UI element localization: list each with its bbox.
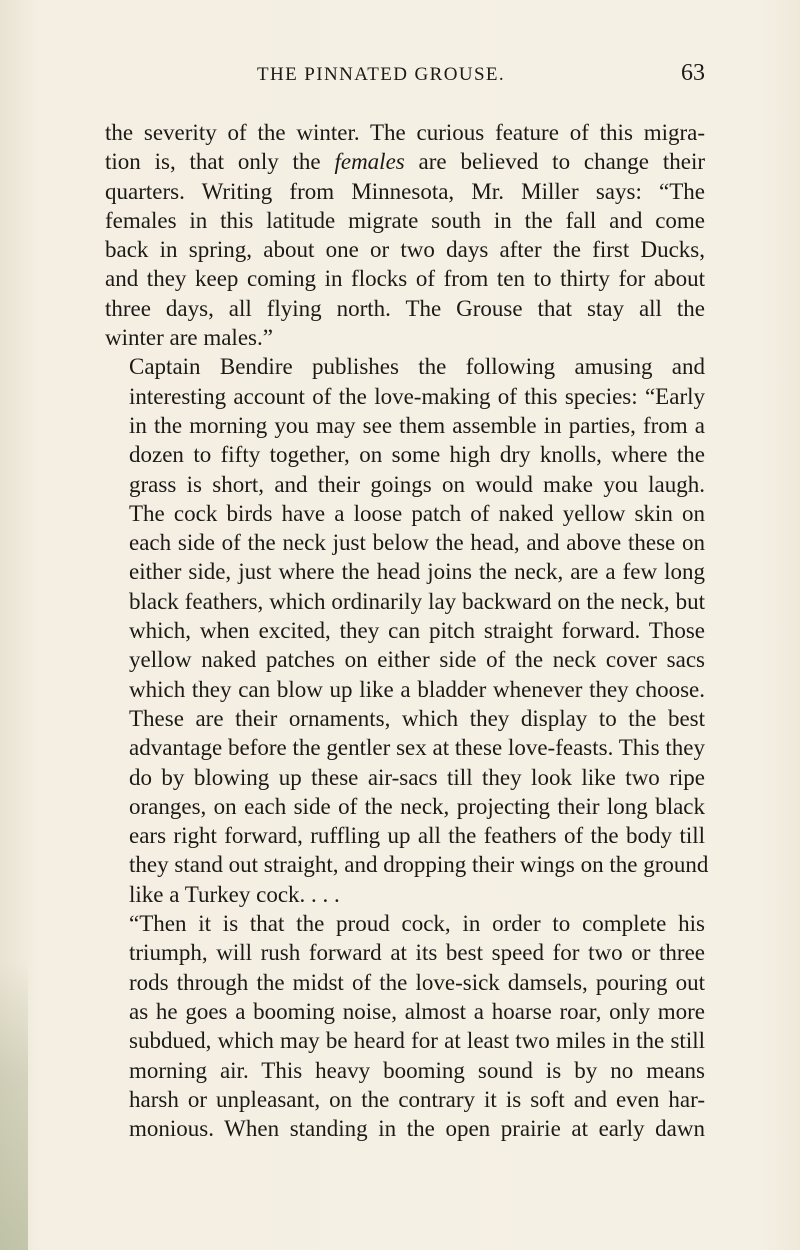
- text-line: as he goes a booming noise, almost a hoarse roar, only more: [129, 998, 705, 1024]
- text-line: which, when excited, they can pitch straight forward. Those: [129, 618, 705, 644]
- text-line: three days, all flying north. The Grouse that stay all the: [105, 295, 705, 321]
- text-line: like a Turkey cock. . . .: [129, 881, 340, 907]
- text-line: ears right forward, ruffling up all the feathers of the body till: [129, 823, 705, 849]
- page-edge-discoloration: [0, 960, 28, 1250]
- running-head-title: THE PINNATED GROUSE.: [257, 64, 506, 85]
- text-line: quarters. Writing from Minnesota, Mr. Miller says: “The: [105, 178, 705, 204]
- text-line: interesting account of the love-making of this species: “Early: [129, 383, 705, 409]
- text-line: in the morning you may see them assemble in parties, from a: [129, 412, 705, 438]
- text-line: each side of the neck just below the head, and above these on: [129, 530, 705, 556]
- text-line: females in this latitude migrate south in the fall and come: [105, 207, 705, 233]
- text-line: “Then it is that the proud cock, in order to complete his: [129, 911, 705, 937]
- text-line: which they can blow up like a bladder whenever they choose.: [129, 676, 705, 702]
- paragraph: [105, 352, 709, 909]
- text-line: morning air. This heavy booming sound is by no means: [129, 1057, 705, 1083]
- text-line: harsh or unpleasant, on the contrary it is soft and even har-: [129, 1086, 705, 1112]
- text-line: either side, just where the head joins the neck, are a few long: [129, 559, 705, 585]
- text-line: and they keep coming in flocks of from ten to thirty for about: [105, 266, 705, 292]
- text-line: winter are males.”: [105, 325, 273, 351]
- text-line: monious. When standing in the open prairie at early dawn: [129, 1116, 705, 1142]
- text-line: triumph, will rush forward at its best speed for two or three: [129, 940, 705, 966]
- text-line: dozen to fifty together, on some high dry knolls, where the: [129, 442, 705, 468]
- body-text: [105, 118, 709, 1143]
- text-line: The cock birds have a loose patch of naked yellow skin on: [129, 500, 705, 526]
- text-line: subdued, which may be heard for at least two miles in the still: [129, 1028, 705, 1054]
- text-line: black feathers, which ordinarily lay backward on the neck, but: [129, 588, 705, 614]
- text-line: the severity of the winter. The curious feature of this migra-: [105, 120, 705, 145]
- text-line: rods through the midst of the love-sick damsels, pouring out: [129, 969, 705, 995]
- text-line: tion is, that only the females are believed to change their: [105, 149, 705, 175]
- text-line: oranges, on each side of the neck, projecting their long black: [129, 793, 705, 819]
- text-line: they stand out straight, and dropping their wings on the ground: [129, 852, 709, 878]
- text-line: grass is short, and their goings on would make you laugh.: [129, 471, 705, 497]
- text-line: yellow naked patches on either side of the neck cover sacs: [129, 647, 705, 673]
- text-line: advantage before the gentler sex at these love-feasts. This they: [129, 735, 705, 761]
- running-head: [105, 60, 705, 96]
- text-line: do by blowing up these air-sacs till they look like two ripe: [129, 764, 705, 790]
- text-line: back in spring, about one or two days after the first Ducks,: [105, 237, 705, 263]
- paragraph: [105, 118, 705, 352]
- text-line: These are their ornaments, which they display to the best: [129, 705, 705, 731]
- page-number: 63: [681, 60, 705, 86]
- text-line: Captain Bendire publishes the following amusing and: [129, 354, 705, 380]
- paragraph: [105, 909, 705, 1143]
